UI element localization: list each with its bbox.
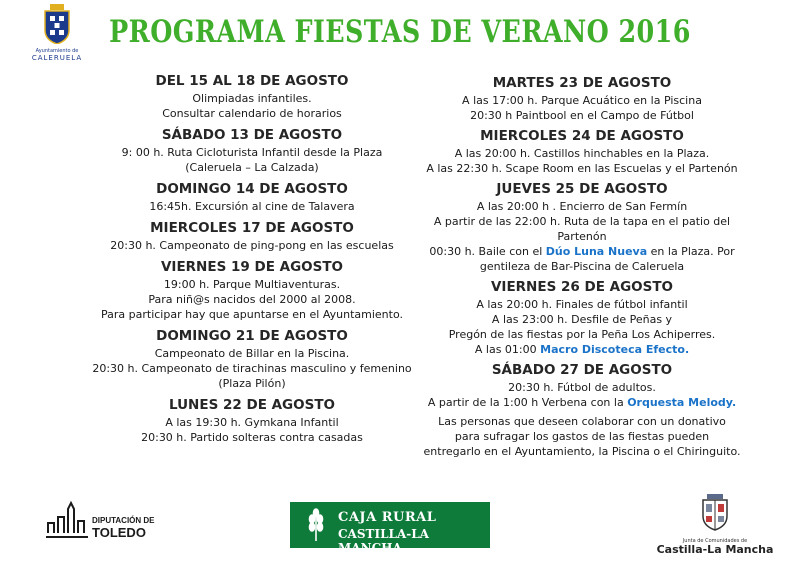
jccm-crest-icon bbox=[695, 492, 735, 532]
event-line: 20:30 h Paintbool en el Campo de Fútbol bbox=[470, 109, 694, 122]
jccm-caption-2: Castilla-La Mancha bbox=[656, 543, 774, 556]
event-line: gentileza de Bar-Piscina de Caleruela bbox=[479, 260, 685, 273]
event-line: 20:30 h. Campeonato de ping-pong en las escuelas bbox=[110, 239, 394, 252]
event-day-heading: DOMINGO 14 DE AGOSTO bbox=[156, 181, 348, 197]
event-day-heading: SÁBADO 27 DE AGOSTO bbox=[491, 362, 673, 378]
diputacion-toledo-logo bbox=[42, 493, 182, 543]
event-line: (Plaza Pilón) bbox=[218, 377, 286, 390]
wheat-icon bbox=[296, 505, 336, 545]
caja-rural-logo bbox=[290, 502, 490, 555]
note-line: entregarlo en el Ayuntamiento, la Piscina o el Chiringuito. bbox=[423, 445, 741, 458]
event-day-heading: MIERCOLES 17 DE AGOSTO bbox=[150, 220, 354, 236]
event-section bbox=[72, 327, 432, 391]
event-day-heading: MARTES 23 DE AGOSTO bbox=[492, 75, 672, 91]
event-line: A partir de las 22:00 h. Ruta de la tapa en el patio del bbox=[433, 215, 731, 228]
event-line: Campeonato de Billar en la Piscina. bbox=[154, 347, 350, 360]
jccm-logo bbox=[655, 492, 775, 556]
event-day-heading: LUNES 22 DE AGOSTO bbox=[168, 397, 336, 413]
event-line: 20:30 h. Partido solteras contra casadas bbox=[141, 431, 363, 444]
event-section bbox=[72, 258, 432, 322]
event-line: Para niñ@s nacidos del 2000 al 2008. bbox=[148, 293, 356, 306]
event-line: 9: 00 h. Ruta Cicloturista Infantil desde la Plaza bbox=[121, 146, 383, 159]
event-line: Para participar hay que apuntarse en el Ayuntamiento. bbox=[101, 308, 403, 321]
event-section bbox=[396, 74, 768, 123]
event-line: A las 22:30 h. Scape Room en las Escuelas y el Partenón bbox=[426, 162, 738, 175]
event-day-heading: VIERNES 26 DE AGOSTO bbox=[490, 279, 674, 295]
event-line: A las 20:00 h. Finales de fútbol infantil bbox=[476, 298, 688, 311]
highlight-band-name: Dúo Luna Nueva bbox=[545, 245, 648, 258]
coat-of-arms-icon bbox=[41, 4, 73, 44]
event-line: A las 20:00 h . Encierro de San Fermín bbox=[476, 200, 688, 213]
event-day-heading: DOMINGO 21 DE AGOSTO bbox=[156, 328, 348, 344]
event-day-heading: JUEVES 25 DE AGOSTO bbox=[496, 181, 668, 197]
event-line bbox=[396, 244, 768, 259]
caja-caption-2: CASTILLA-LA MANCHA bbox=[338, 527, 429, 555]
event-line: Pregón de las fiestas por la Peña Los Achiperres. bbox=[448, 328, 716, 341]
event-line: A las 17:00 h. Parque Acuático en la Piscina bbox=[462, 94, 702, 107]
event-section bbox=[396, 180, 768, 274]
event-line bbox=[396, 342, 768, 357]
program-right-column bbox=[396, 74, 768, 459]
event-day-heading: DEL 15 AL 18 DE AGOSTO bbox=[155, 73, 349, 89]
donation-note bbox=[396, 414, 768, 459]
event-section bbox=[396, 278, 768, 357]
jccm-caption-1: Junta de Comunidades de bbox=[682, 538, 748, 544]
event-line: Olimpiadas infantiles. bbox=[192, 92, 312, 105]
event-line-text: A partir de la 1:00 h Verbena con la bbox=[427, 396, 628, 409]
logo-caption-small: Ayuntamiento de bbox=[35, 48, 79, 54]
event-section bbox=[396, 361, 768, 410]
event-section bbox=[72, 180, 432, 214]
event-line: Consultar calendario de horarios bbox=[162, 107, 342, 120]
event-line bbox=[396, 395, 768, 410]
caja-caption-1: CAJA RURAL bbox=[338, 510, 437, 525]
event-line: 20:30 h. Campeonato de tirachinas masculino y femenino bbox=[92, 362, 412, 375]
note-line: Las personas que deseen colaborar con un donativo bbox=[438, 415, 726, 428]
event-section bbox=[396, 127, 768, 176]
toledo-skyline-icon bbox=[42, 493, 182, 543]
event-line-text: en la Plaza. Por bbox=[647, 245, 735, 258]
event-line: (Caleruela – La Calzada) bbox=[185, 161, 319, 174]
event-section bbox=[72, 396, 432, 445]
event-line: A las 20:00 h. Castillos hinchables en la Plaza. bbox=[454, 147, 710, 160]
highlight-disco-name: Macro Discoteca Efecto. bbox=[540, 343, 690, 356]
event-section bbox=[72, 72, 432, 121]
event-line: Partenón bbox=[557, 230, 607, 243]
event-line: 20:30 h. Fútbol de adultos. bbox=[508, 381, 656, 394]
event-line: 16:45h. Excursión al cine de Talavera bbox=[149, 200, 355, 213]
page-title: PROGRAMA FIESTAS DE VERANO 2016 bbox=[109, 14, 691, 50]
event-section bbox=[72, 126, 432, 175]
note-line: para sufragar los gastos de las fiestas pueden bbox=[454, 430, 710, 443]
event-section bbox=[72, 219, 432, 253]
event-line: 19:00 h. Parque Multiaventuras. bbox=[163, 278, 341, 291]
event-day-heading: SÁBADO 13 DE AGOSTO bbox=[161, 127, 343, 143]
toledo-caption-2: TOLEDO bbox=[92, 525, 146, 540]
event-line: A las 19:30 h. Gymkana Infantil bbox=[165, 416, 339, 429]
event-day-heading: MIERCOLES 24 DE AGOSTO bbox=[480, 128, 684, 144]
event-line: A las 23:00 h. Desfile de Peñas y bbox=[491, 313, 673, 326]
logo-caption-town: CALERUELA bbox=[31, 54, 83, 62]
program-left-column bbox=[72, 72, 432, 450]
event-day-heading: VIERNES 19 DE AGOSTO bbox=[160, 259, 344, 275]
highlight-orchestra-name: Orquesta Melody. bbox=[627, 396, 737, 409]
event-line-text: A las 01:00 bbox=[474, 343, 541, 356]
event-line-text: 00:30 h. Baile con el bbox=[429, 245, 546, 258]
toledo-caption-1: DIPUTACIÓN DE bbox=[92, 516, 155, 525]
